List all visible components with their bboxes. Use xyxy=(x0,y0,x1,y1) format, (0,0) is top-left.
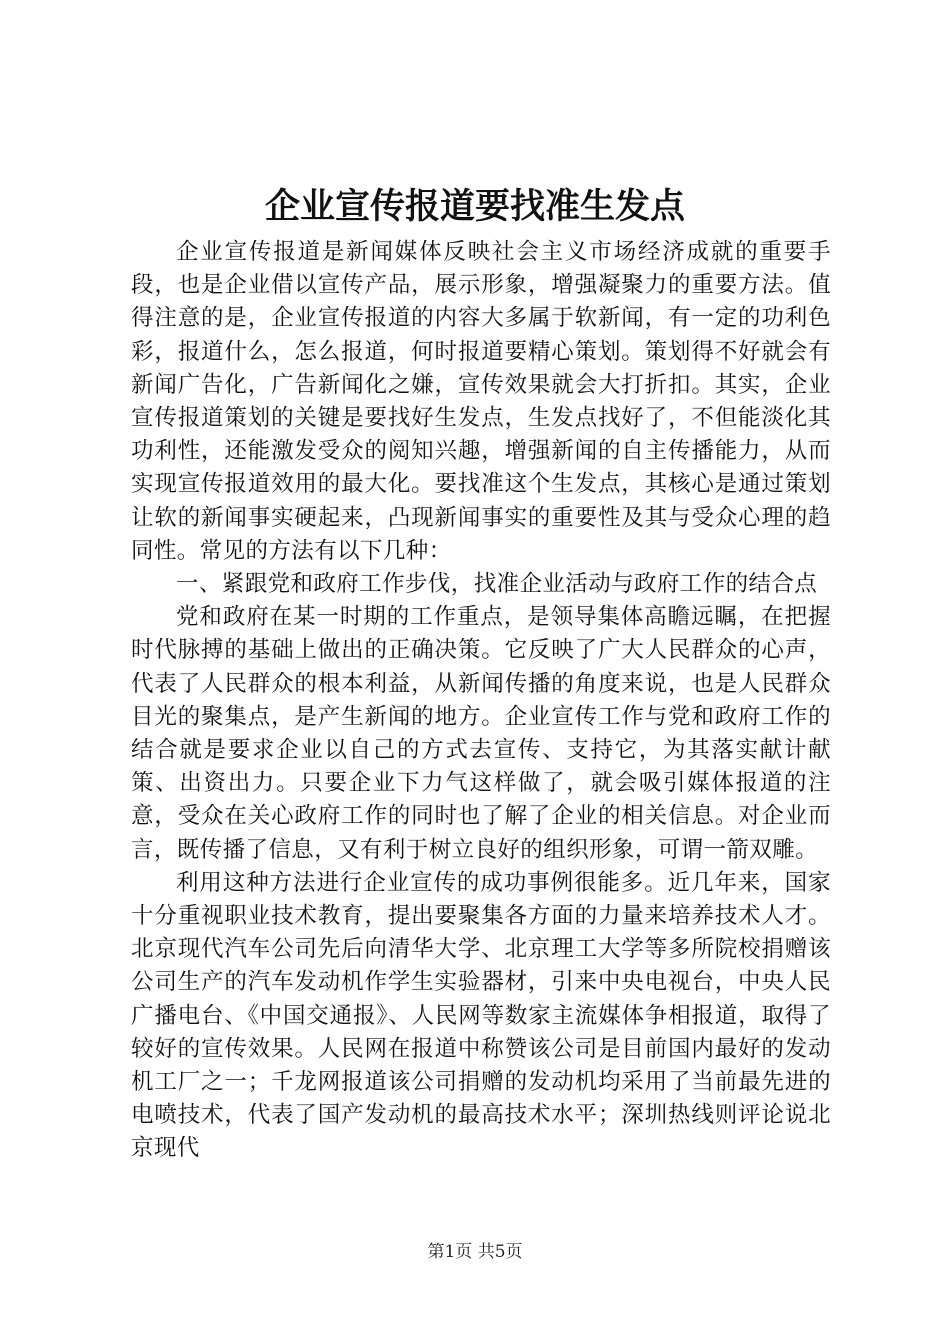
paragraph-intro: 企业宣传报道是新闻媒体反映社会主义市场经济成就的重要手段，也是企业借以宣传产品，展示形象，增强凝聚力的重要方法。值得注意的是，企业宣传报道的内容大多属于软新闻，有一定的功利色彩，报道什么，怎么报道，何时报道要精心策划。策划得不好就会有新闻广告化，广告新闻化之嫌，宣传效果就会大打折扣。其实，企业宣传报道策划的关键是要找好生发点，生发点找好了，不但能淡化其功利性，还能激发受众的阅知兴趣，增强新闻的自主传播能力，从而实现宣传报道效用的最大化。要找准这个生发点，其核心是通过策划让软的新闻事实硬起来，凸现新闻事实的重要性及其与受众心理的趋同性。常见的方法有以下几种： xyxy=(131,239,831,564)
document-title: 企业宣传报道要找准生发点 xyxy=(264,186,685,227)
page-number-footer: 第1页 共5页 xyxy=(427,1242,523,1262)
paragraph-section-heading: 一、紧跟党和政府工作步伐，找准企业活动与政府工作的结合点 xyxy=(176,571,818,598)
paragraph-section-body: 党和政府在某一时期的工作重点，是领导集体高瞻远瞩，在把握时代脉搏的基础上做出的正确决策。它反映了广大人民群众的心声，代表了人民群众的根本利益，从新闻传播的角度来说，也是人民群众目光的聚集点，是产生新闻的地方。企业宣传工作与党和政府工作的结合就是要求企业以自己的方式去宣传、支持它，为其落实献计献策、出资出力。只要企业下力气这样做了，就会吸引媒体报道的注意，受众在关心政府工作的同时也了解了企业的相关信息。对企业而言，既传播了信息，又有利于树立良好的组织形象，可谓一箭双雕。 xyxy=(131,604,831,863)
paragraph-example: 利用这种方法进行企业宣传的成功事例很能多。近几年来，国家十分重视职业技术教育，提出要聚集各方面的力量来培养技术人才。北京现代汽车公司先后向清华大学、北京理工大学等多所院校捐赠该公司生产的汽车发动机作学生实验器材，引来中央电视台，中央人民广播电台、《中国交通报》、人民网等数家主流媒体争相报道，取得了较好的宣传效果。人民网在报道中称赞该公司是目前国内最好的发动机工厂之一；千龙网报道该公司捐赠的发动机均采用了当前最先进的电喷技术，代表了国产发动机的最高技术水平；深圳热线则评论说北京现代 xyxy=(131,869,831,1162)
document-body xyxy=(131,236,831,1166)
